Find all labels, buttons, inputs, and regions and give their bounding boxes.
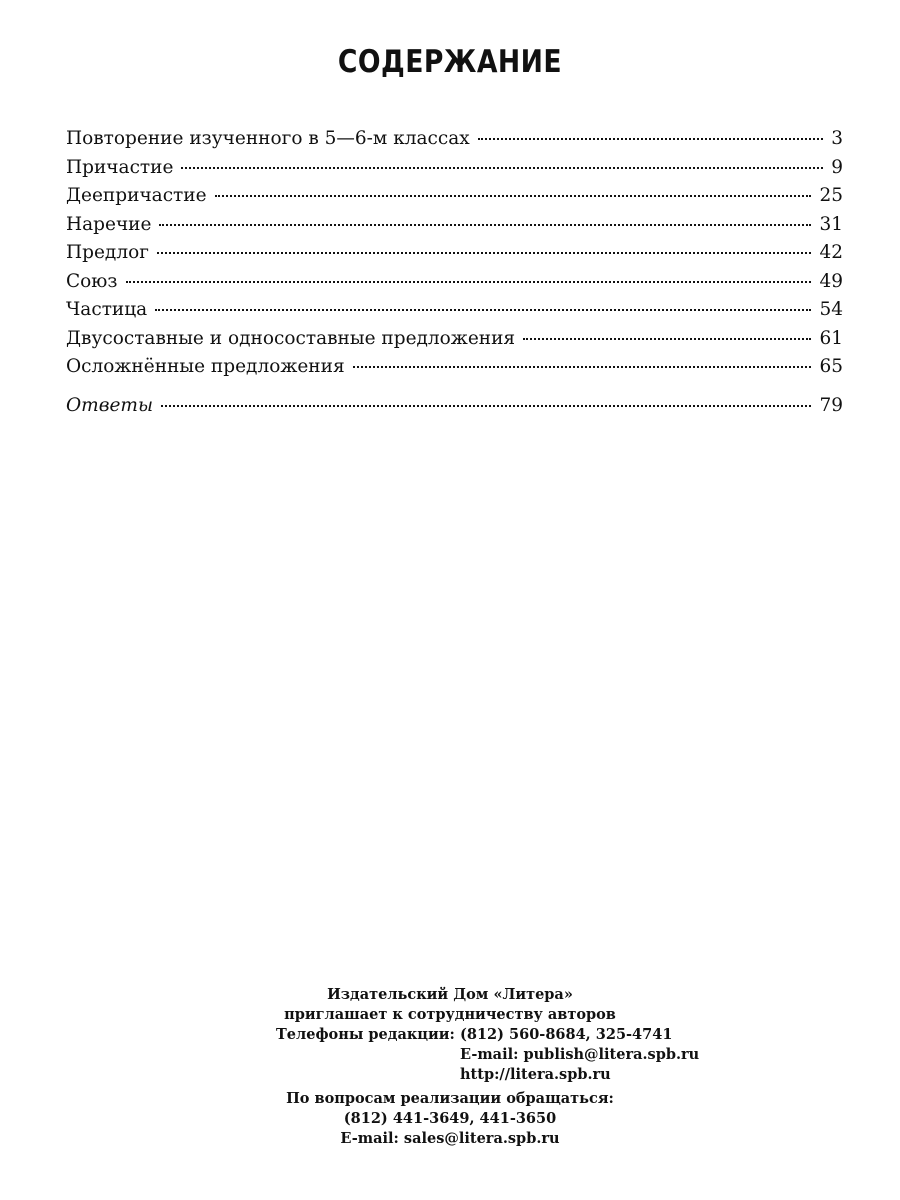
toc-entry <box>66 271 843 300</box>
dot-leader <box>478 138 823 140</box>
phones-label: Телефоны редакции: <box>276 1026 455 1043</box>
toc-entry-title: Повторение изученного в 5—6-м классах <box>66 128 470 149</box>
editorial-phones: (812) 560-8684, 325-4741 <box>460 1026 673 1043</box>
toc-entry-page: 9 <box>831 156 843 178</box>
toc-entry-page: 65 <box>819 356 843 377</box>
toc-entry <box>66 185 843 214</box>
sales-title: По вопросам реализации обращаться: <box>286 1090 614 1107</box>
toc-entry-page: 42 <box>819 242 843 263</box>
toc-entry-title: Причастие <box>66 156 174 178</box>
toc-entry-title: Деепричастие <box>66 185 207 206</box>
toc-entry-title: Наречие <box>66 213 152 235</box>
dot-leader <box>181 167 823 169</box>
dot-leader <box>155 309 811 311</box>
toc-entry-title: Частица <box>66 299 148 320</box>
table-of-contents <box>66 128 843 423</box>
toc-entry <box>66 356 843 385</box>
toc-entry-page: 31 <box>819 213 843 235</box>
toc-entry-title: Союз <box>66 270 118 292</box>
toc-entry-page: 61 <box>819 327 843 349</box>
toc-entry <box>66 128 843 157</box>
toc-entry-page: 54 <box>819 299 843 320</box>
toc-entry-page: 49 <box>819 270 843 292</box>
publisher-invite: приглашает к сотрудничеству авторов <box>284 1006 616 1023</box>
toc-entry <box>66 299 843 328</box>
dot-leader <box>159 224 811 226</box>
dot-leader <box>126 281 812 283</box>
editorial-email: E-mail: publish@litera.spb.ru <box>460 1046 700 1063</box>
toc-entry-page: 79 <box>819 394 843 416</box>
page-title: СОДЕРЖАНИЕ <box>337 44 563 80</box>
dot-leader <box>161 405 811 407</box>
toc-entry-title: Предлог <box>66 242 149 263</box>
toc-entry <box>66 214 843 243</box>
toc-entry-page: 25 <box>819 185 843 206</box>
dot-leader <box>353 366 812 368</box>
toc-entry-title: Ответы <box>66 394 154 416</box>
toc-entry-title: Осложнённые предложения <box>66 356 345 377</box>
toc-entry <box>66 242 843 271</box>
toc-entry-answers <box>66 395 843 424</box>
toc-entry <box>66 328 843 357</box>
sales-email: E-mail: sales@litera.spb.ru <box>340 1130 560 1147</box>
toc-entry-title: Двусоставные и односоставные предложения <box>66 327 516 349</box>
toc-entry-page: 3 <box>831 128 843 149</box>
publisher-name: Издательский Дом «Литера» <box>327 986 573 1003</box>
sales-phones: (812) 441-3649, 441-3650 <box>343 1110 557 1127</box>
website: http://litera.spb.ru <box>460 1066 611 1083</box>
dot-leader <box>215 195 812 197</box>
dot-leader <box>523 338 811 340</box>
toc-entry <box>66 157 843 186</box>
dot-leader <box>157 252 812 254</box>
